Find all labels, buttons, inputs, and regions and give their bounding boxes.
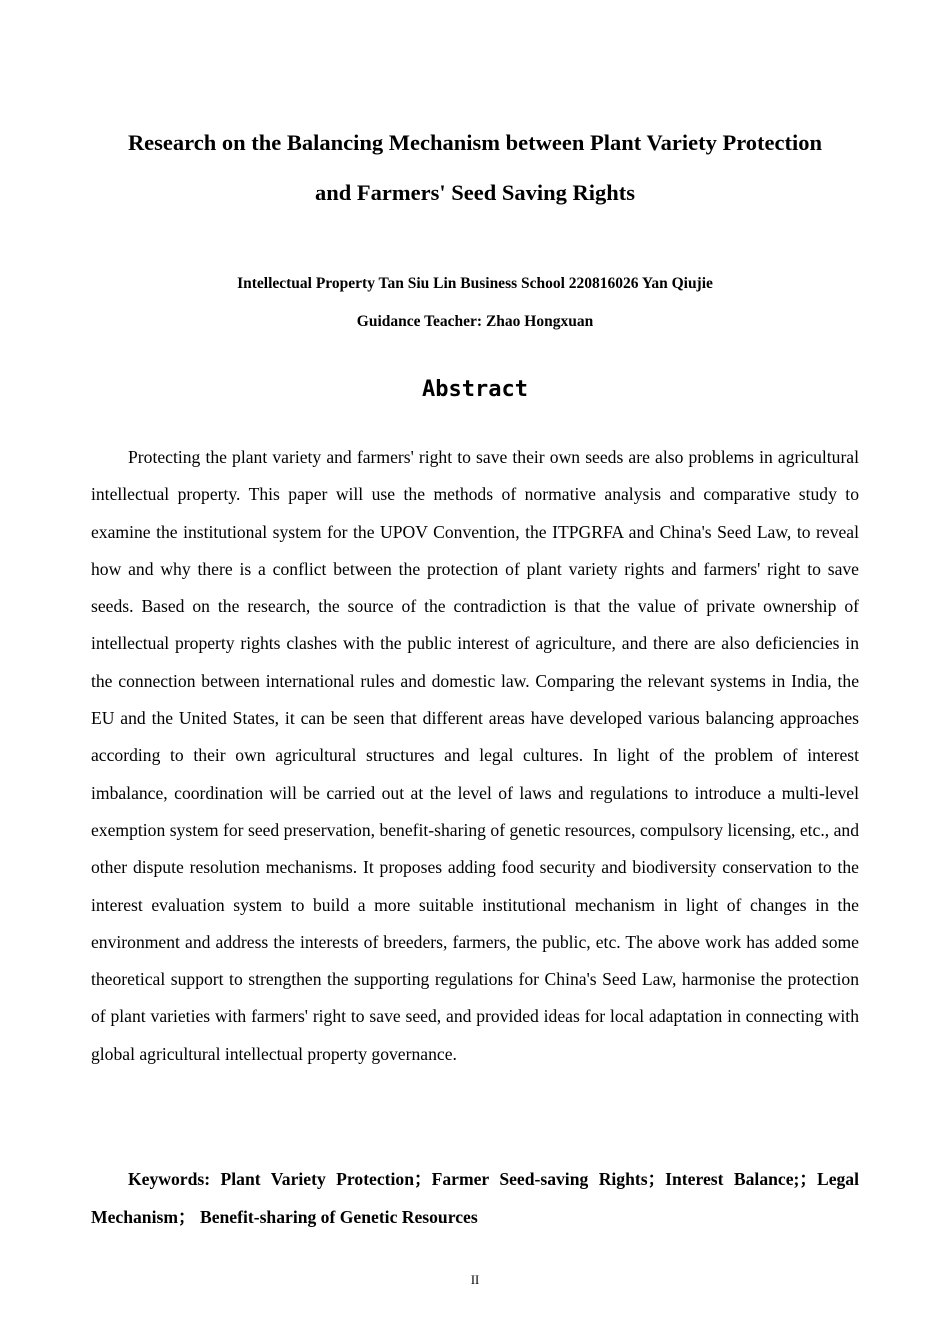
keywords-line: Keywords: Plant Variety Protection；Farmer Seed-saving Rights；Interest Balance;；Legal Mechanism； Benefit-sharing of Genetic Resources	[91, 1169, 859, 1227]
paper-title-line-1: Research on the Balancing Mechanism between Plant Variety Protection	[127, 130, 823, 155]
author-line: Intellectual Property Tan Siu Lin Business School 220816026 Yan Qiujie	[237, 275, 713, 292]
page-number: II	[470, 1273, 480, 1287]
abstract-heading: Abstract	[422, 377, 528, 402]
guidance-teacher-line: Guidance Teacher: Zhao Hongxuan	[356, 313, 594, 330]
paper-title	[60, 118, 890, 218]
paper-title-line-2: and Farmers' Seed Saving Rights	[314, 180, 636, 205]
abstract-body: Protecting the plant variety and farmers' right to save their own seeds are also problems in agricultural intellectual property. This paper will use the methods of normative analysis and comparative study to examine the institutional system for the UPOV Convention, the ITPGRFA and China's Seed Law, to reveal how and why there is a conflict between the protection of plant variety rights and farmers' right to save seeds. Based on the research, the source of the contradiction is that the value of private ownership of intellectual property rights clashes with the public interest of agriculture, and there are also deficiencies in the connection between international rules and domestic law. Comparing the relevant systems in India, the EU and the United States, it can be seen that different areas have developed various balancing approaches according to their own agricultural structures and legal cultures. In light of the problem of interest imbalance, coordination will be carried out at the level of laws and regulations to introduce a multi-level exemption system for seed preservation, benefit-sharing of genetic resources, compulsory licensing, etc., and other dispute resolution mechanisms. It proposes adding food security and biodiversity conservation to the interest evaluation system to build a more suitable institutional mechanism in light of changes in the environment and address the interests of breeders, farmers, the public, etc. The above work has added some theoretical support to strengthen the supporting regulations for China's Seed Law, harmonise the protection of plant varieties with farmers' right to save seed, and provided ideas for local adaptation in connecting with global agricultural intellectual property governance.	[91, 447, 859, 1064]
